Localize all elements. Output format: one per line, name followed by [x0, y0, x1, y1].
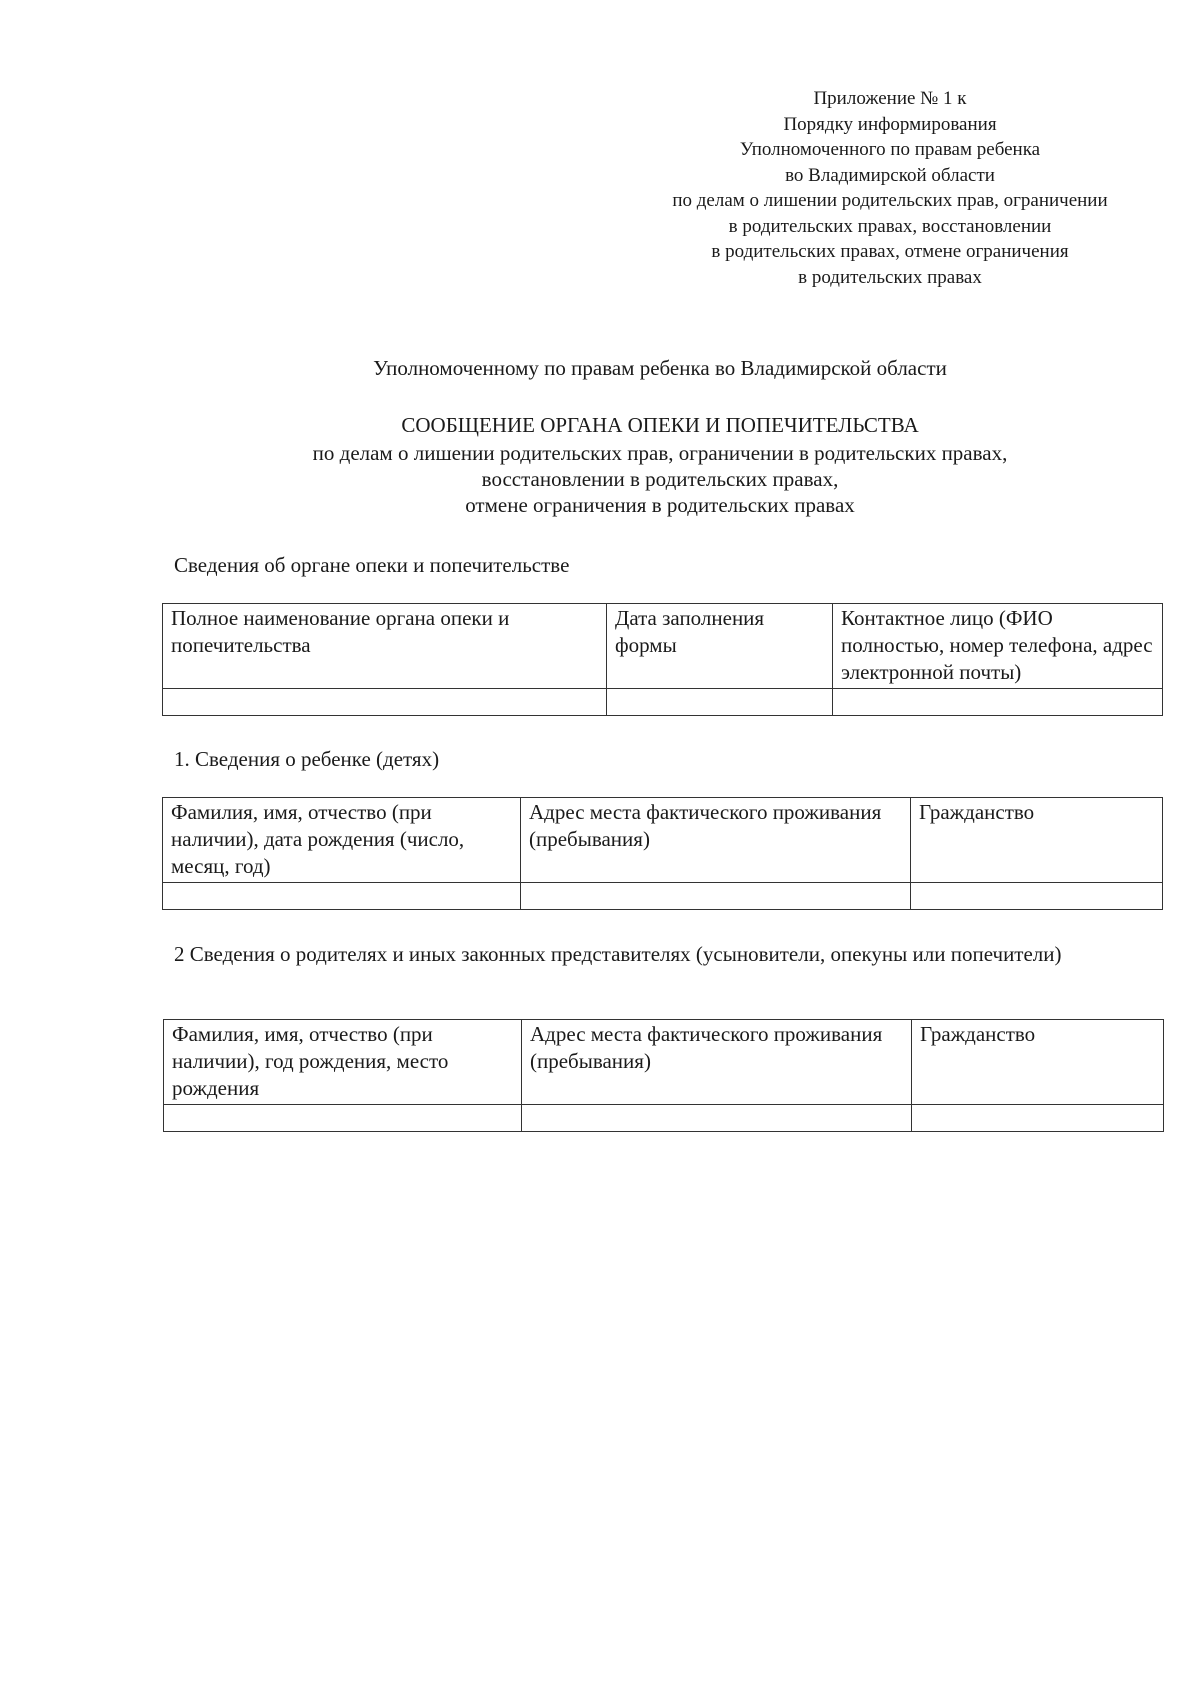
appendix-line: по делам о лишении родительских прав, ограничении [672, 190, 1108, 211]
appendix-line: в родительских правах, отмене ограничения [711, 241, 1069, 262]
appendix-line: Приложение № 1 к [813, 88, 967, 109]
table-row [163, 689, 1163, 716]
appendix-line: в родительских правах [798, 266, 982, 288]
table-cell[interactable] [163, 689, 607, 716]
table-header-cell: Гражданство [911, 798, 1163, 883]
table-cell[interactable] [833, 689, 1163, 716]
child-table [162, 797, 1163, 910]
appendix-line: Уполномоченного по правам ребенка [739, 139, 1041, 160]
section-child-heading: 1. Сведения о ребенке (детях) [174, 747, 440, 771]
table-cell[interactable] [521, 883, 911, 910]
table-header-cell: Фамилия, имя, отчество (при наличии), год рождения, место рождения [164, 1020, 522, 1105]
document-subtitle [160, 440, 1160, 518]
table-cell[interactable] [911, 883, 1163, 910]
table-header-row [164, 1020, 1164, 1105]
table-cell[interactable] [163, 883, 521, 910]
table-row [163, 883, 1163, 910]
parents-table [163, 1019, 1164, 1132]
table-cell[interactable] [522, 1105, 912, 1132]
table-header-row [163, 798, 1163, 883]
table-cell[interactable] [607, 689, 833, 716]
table-cell[interactable] [912, 1105, 1164, 1132]
section-parents-heading: 2 Сведения о родителях и иных законных представителях (усыновители, опекуны или попечители) [174, 942, 1062, 966]
appendix-line: во Владимирской области [785, 164, 995, 186]
section-guardianship-heading: Сведения об органе опеки и попечительстве [174, 553, 570, 577]
appendix-line: в родительских правах, восстановлении [728, 215, 1052, 237]
table-header-cell: Контактное лицо (ФИО полностью, номер телефона, адрес электронной почты) [833, 604, 1163, 689]
addressee: Уполномоченному по правам ребенка во Владимирской области [373, 356, 947, 380]
table-cell[interactable] [164, 1105, 522, 1132]
table-header-cell: Фамилия, имя, отчество (при наличии), дата рождения (число, месяц, год) [163, 798, 521, 883]
document-title: СООБЩЕНИЕ ОРГАНА ОПЕКИ И ПОПЕЧИТЕЛЬСТВА [401, 413, 919, 437]
table-header-cell: Адрес места фактического проживания (пребывания) [521, 798, 911, 883]
appendix-line: Порядку информирования [783, 113, 997, 135]
subtitle-line: отмене ограничения в родительских правах [465, 493, 855, 517]
table-header-cell: Полное наименование органа опеки и попечительства [163, 604, 607, 689]
table-header-row [163, 604, 1163, 689]
subtitle-line: по делам о лишении родительских прав, ограничении в родительских правах, [312, 441, 1008, 465]
subtitle-line: восстановлении в родительских правах, [481, 467, 839, 491]
table-row [164, 1105, 1164, 1132]
guardianship-table [162, 603, 1163, 716]
table-header-cell: Дата заполнения формы [607, 604, 833, 689]
table-header-cell: Адрес места фактического проживания (пребывания) [522, 1020, 912, 1105]
table-header-cell: Гражданство [912, 1020, 1164, 1105]
appendix-note [600, 86, 1180, 290]
